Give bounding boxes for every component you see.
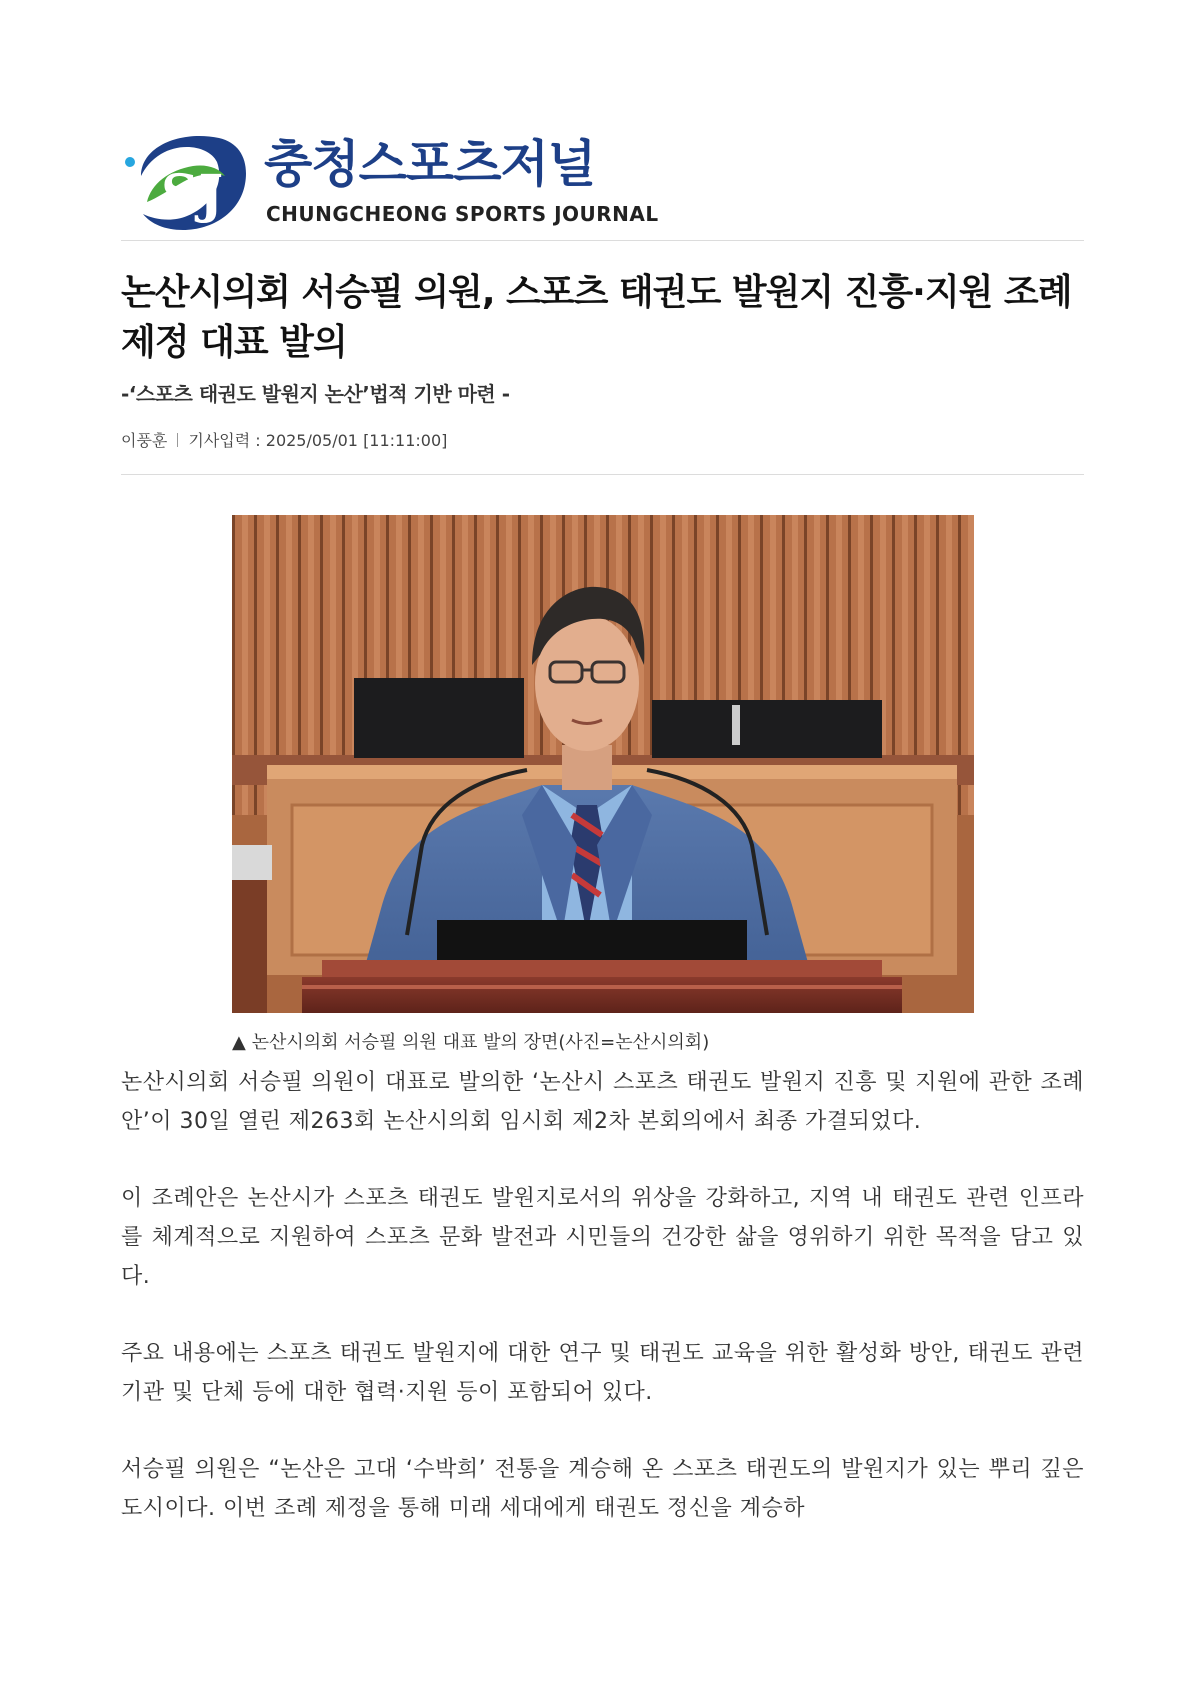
photo-caption: ▲ 논산시의회 서승필 의원 대표 발의 장면(사진=논산시의회) [232, 1032, 710, 1053]
site-logo-icon[interactable] [121, 132, 251, 232]
brand-name-korean[interactable]: 충청스포츠저널 [264, 135, 596, 193]
brand-name-english[interactable]: CHUNGCHEONG SPORTS JOURNAL [266, 202, 659, 226]
published-date: 기사입력 : 2025/05/01 [11:11:00] [188, 431, 448, 450]
paragraph: 논산시의회 서승필 의원이 대표로 발의한 ‘논산시 스포츠 태권도 발원지 진흥 및 지원에 관한 조례안’이 30일 열린 제263회 논산시의회 임시회 제2차 본회의에서 최종 가결되었다. [121, 1070, 1084, 1134]
article-subtitle: -‘스포츠 태권도 발원지 논산’법적 기반 마련 - [121, 382, 510, 406]
article-title: 논산시의회 서승필 의원, 스포츠 태권도 발원지 진흥·지원 조례 제정 대표 발의 [121, 272, 1072, 363]
meta-divider [177, 433, 178, 447]
paragraph: 이 조례안은 논산시가 스포츠 태권도 발원지로서의 위상을 강화하고, 지역 내 태권도 관련 인프라를 체계적으로 지원하여 스포츠 문화 발전과 시민들의 건강한 삶을 영위하기 위한 목적을 담고 있다. [121, 1186, 1084, 1289]
paragraph: 서승필 의원은 “논산은 고대 ‘수박희’ 전통을 계승해 온 스포츠 태권도의 발원지가 있는 뿌리 깊은 도시이다. 이번 조례 제정을 통해 미래 세대에게 태권도 정신을 계승하 [121, 1457, 1084, 1521]
article-photo[interactable] [232, 515, 974, 1013]
article-body [121, 1063, 1084, 1566]
site-header [121, 128, 1084, 241]
author-name[interactable]: 이풍훈 [121, 431, 168, 450]
photo-council-member-speech [232, 515, 974, 1013]
svg-text:SJ: SJ [161, 164, 224, 225]
paragraph: 주요 내용에는 스포츠 태권도 발원지에 대한 연구 및 태권도 교육을 위한 활성화 방안, 태권도 관련 기관 및 단체 등에 대한 협력·지원 등이 포함되어 있다. [121, 1341, 1084, 1405]
article-meta [121, 428, 1084, 475]
